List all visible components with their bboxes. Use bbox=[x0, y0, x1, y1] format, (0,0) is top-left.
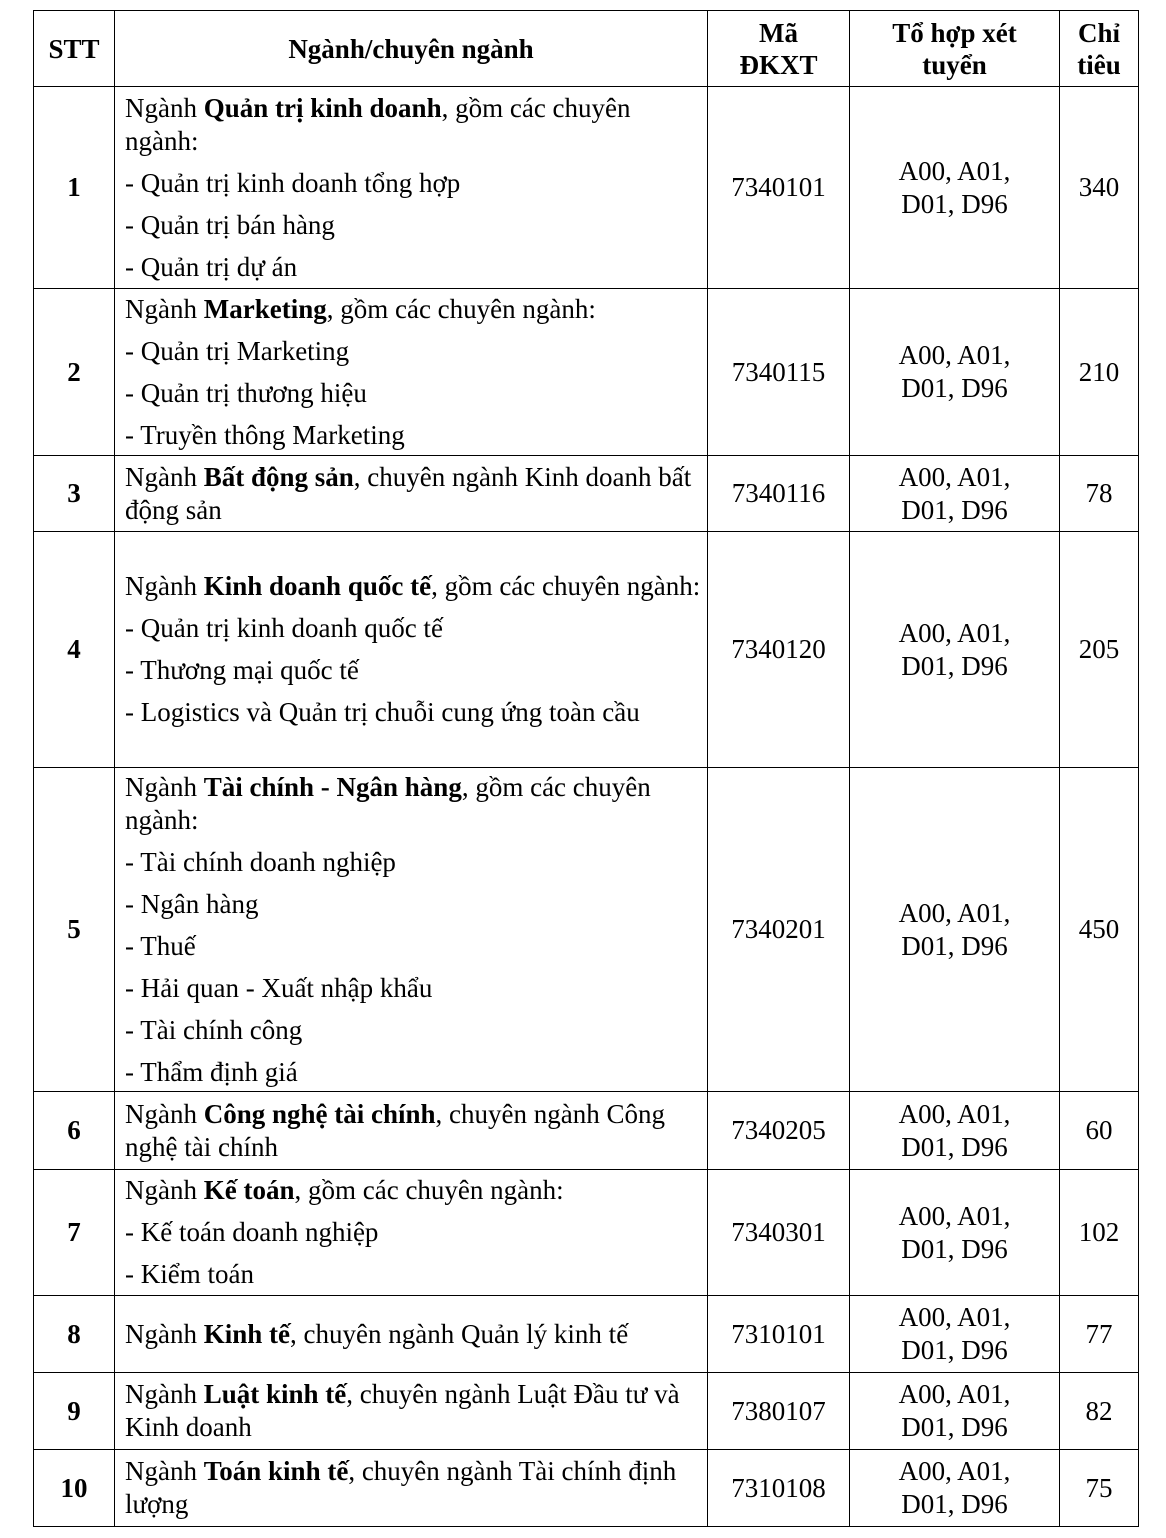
major-cell bbox=[115, 532, 708, 768]
stt-cell: 3 bbox=[34, 456, 115, 532]
major-name: Quản trị kinh doanh bbox=[203, 92, 442, 123]
table-row bbox=[34, 1170, 1139, 1296]
combo-cell: A00, A01, D01, D96 bbox=[850, 456, 1060, 532]
major-suffix: , chuyên ngành Quản lý kinh tế bbox=[290, 1318, 629, 1349]
header-row bbox=[34, 11, 1139, 87]
major-title bbox=[125, 570, 701, 603]
stt-cell: 7 bbox=[34, 1170, 115, 1296]
specialization-item: - Quản trị dự án bbox=[125, 251, 298, 282]
specialization-item: - Quản trị thương hiệu bbox=[125, 377, 367, 408]
major-suffix: , gồm các chuyên ngành: bbox=[431, 571, 701, 601]
major-prefix: Ngành bbox=[125, 1379, 204, 1409]
specialization-item: - Tài chính doanh nghiệp bbox=[125, 846, 396, 877]
stt-cell: 10 bbox=[34, 1450, 115, 1527]
combo-cell: A00, A01, D01, D96 bbox=[850, 1296, 1060, 1373]
major-name: Kinh doanh quốc tế bbox=[203, 571, 432, 601]
combo-cell: A00, A01, D01, D96 bbox=[850, 1450, 1060, 1527]
major-prefix: Ngành bbox=[125, 1175, 204, 1205]
major-suffix: , chuyên ngành Công nghệ tài chính bbox=[125, 1098, 666, 1162]
table-row bbox=[34, 1092, 1139, 1170]
code-cell: 7340205 bbox=[708, 1092, 850, 1170]
major-title bbox=[125, 1318, 701, 1351]
code-cell: 7340101 bbox=[708, 87, 850, 289]
specialization-item: - Thương mại quốc tế bbox=[125, 655, 359, 685]
major-prefix: Ngành bbox=[125, 771, 204, 802]
major-title bbox=[125, 1455, 701, 1521]
specialization-item: - Quản trị bán hàng bbox=[125, 209, 335, 240]
header-stt: STT bbox=[34, 11, 115, 87]
combo-cell: A00, A01, D01, D96 bbox=[850, 289, 1060, 456]
code-cell: 7340120 bbox=[708, 532, 850, 768]
specialization-item: - Quản trị kinh doanh tổng hợp bbox=[125, 167, 461, 198]
stt-cell: 4 bbox=[34, 532, 115, 768]
header-combo: Tổ hợp xét tuyển bbox=[850, 11, 1060, 87]
specialization-item: - Truyền thông Marketing bbox=[125, 419, 405, 450]
major-cell bbox=[115, 1450, 708, 1527]
table-row bbox=[34, 87, 1139, 289]
specialization-item: - Kiểm toán bbox=[125, 1259, 254, 1289]
quota-cell: 78 bbox=[1060, 456, 1139, 532]
major-title bbox=[125, 1378, 701, 1444]
major-cell bbox=[115, 87, 708, 289]
major-name: Kinh tế bbox=[203, 1318, 290, 1349]
major-suffix: , gồm các chuyên ngành: bbox=[125, 92, 631, 156]
major-name: Toán kinh tế bbox=[203, 1456, 349, 1486]
table-body bbox=[34, 87, 1139, 1527]
quota-cell: 75 bbox=[1060, 1450, 1139, 1527]
major-suffix: , chuyên ngành Kinh doanh bất động sản bbox=[125, 461, 692, 525]
major-name: Công nghệ tài chính bbox=[203, 1098, 436, 1129]
combo-cell: A00, A01, D01, D96 bbox=[850, 87, 1060, 289]
quota-cell: 82 bbox=[1060, 1373, 1139, 1450]
major-name: Marketing bbox=[203, 293, 327, 324]
stt-cell: 6 bbox=[34, 1092, 115, 1170]
header-code: Mã ĐKXT bbox=[708, 11, 850, 87]
specialization-item: - Logistics và Quản trị chuỗi cung ứng toàn cầu bbox=[125, 697, 640, 727]
table-row bbox=[34, 456, 1139, 532]
quota-cell: 102 bbox=[1060, 1170, 1139, 1296]
table-row bbox=[34, 1373, 1139, 1450]
major-title bbox=[125, 771, 701, 837]
code-cell: 7310101 bbox=[708, 1296, 850, 1373]
table-row bbox=[34, 768, 1139, 1092]
major-suffix: , gồm các chuyên ngành: bbox=[294, 1175, 564, 1205]
specialization-item: - Quản trị Marketing bbox=[125, 335, 350, 366]
specialization-item: - Tài chính công bbox=[125, 1014, 303, 1045]
specialization-item: - Hải quan - Xuất nhập khẩu bbox=[125, 972, 433, 1003]
code-cell: 7340115 bbox=[708, 289, 850, 456]
quota-cell: 450 bbox=[1060, 768, 1139, 1092]
combo-cell: A00, A01, D01, D96 bbox=[850, 1092, 1060, 1170]
code-cell: 7340301 bbox=[708, 1170, 850, 1296]
major-prefix: Ngành bbox=[125, 1098, 204, 1129]
major-name: Luật kinh tế bbox=[203, 1379, 347, 1409]
major-prefix: Ngành bbox=[125, 293, 204, 324]
major-prefix: Ngành bbox=[125, 571, 204, 601]
major-cell bbox=[115, 1170, 708, 1296]
specialization-item: - Quản trị kinh doanh quốc tế bbox=[125, 613, 443, 643]
major-name: Tài chính - Ngân hàng bbox=[203, 771, 462, 802]
specialization-item: - Kế toán doanh nghiệp bbox=[125, 1217, 379, 1247]
quota-cell: 210 bbox=[1060, 289, 1139, 456]
major-suffix: , gồm các chuyên ngành: bbox=[125, 771, 651, 835]
major-title bbox=[125, 92, 701, 158]
major-name: Bất động sản bbox=[203, 461, 354, 492]
code-cell: 7340201 bbox=[708, 768, 850, 1092]
combo-cell: A00, A01, D01, D96 bbox=[850, 1373, 1060, 1450]
major-prefix: Ngành bbox=[125, 1318, 204, 1349]
major-cell bbox=[115, 289, 708, 456]
major-cell bbox=[115, 456, 708, 532]
stt-cell: 8 bbox=[34, 1296, 115, 1373]
admissions-table bbox=[33, 10, 1139, 1527]
combo-cell: A00, A01, D01, D96 bbox=[850, 532, 1060, 768]
major-cell bbox=[115, 768, 708, 1092]
code-cell: 7340116 bbox=[708, 456, 850, 532]
code-cell: 7310108 bbox=[708, 1450, 850, 1527]
specialization-item: - Ngân hàng bbox=[125, 888, 259, 919]
quota-cell: 340 bbox=[1060, 87, 1139, 289]
quota-cell: 60 bbox=[1060, 1092, 1139, 1170]
code-cell: 7380107 bbox=[708, 1373, 850, 1450]
major-cell bbox=[115, 1373, 708, 1450]
stt-cell: 5 bbox=[34, 768, 115, 1092]
stt-cell: 1 bbox=[34, 87, 115, 289]
major-title bbox=[125, 461, 701, 527]
major-title bbox=[125, 293, 701, 326]
major-suffix: , chuyên ngành Luật Đầu tư và Kinh doanh bbox=[125, 1379, 680, 1442]
combo-cell: A00, A01, D01, D96 bbox=[850, 768, 1060, 1092]
major-prefix: Ngành bbox=[125, 461, 204, 492]
major-title bbox=[125, 1098, 701, 1164]
combo-cell: A00, A01, D01, D96 bbox=[850, 1170, 1060, 1296]
table-row bbox=[34, 1450, 1139, 1527]
major-name: Kế toán bbox=[203, 1175, 295, 1205]
major-suffix: , gồm các chuyên ngành: bbox=[326, 293, 596, 324]
specialization-item: - Thẩm định giá bbox=[125, 1056, 298, 1087]
major-title bbox=[125, 1174, 701, 1207]
major-cell bbox=[115, 1296, 708, 1373]
major-prefix: Ngành bbox=[125, 92, 204, 123]
stt-cell: 2 bbox=[34, 289, 115, 456]
major-cell bbox=[115, 1092, 708, 1170]
quota-cell: 77 bbox=[1060, 1296, 1139, 1373]
header-quota: Chỉ tiêu bbox=[1060, 11, 1139, 87]
quota-cell: 205 bbox=[1060, 532, 1139, 768]
stt-cell: 9 bbox=[34, 1373, 115, 1450]
major-prefix: Ngành bbox=[125, 1456, 204, 1486]
specialization-item: - Thuế bbox=[125, 930, 196, 961]
table-row bbox=[34, 532, 1139, 768]
major-suffix: , chuyên ngành Tài chính định lượng bbox=[125, 1456, 677, 1519]
table-row bbox=[34, 289, 1139, 456]
table-row bbox=[34, 1296, 1139, 1373]
header-major: Ngành/chuyên ngành bbox=[115, 11, 708, 87]
